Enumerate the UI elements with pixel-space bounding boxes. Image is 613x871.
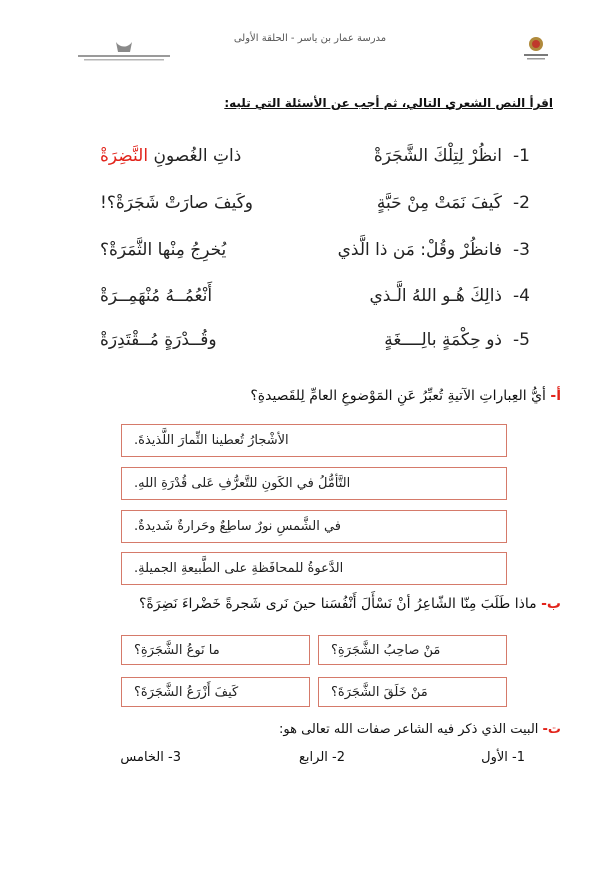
option-text: في الشَّمسِ نورٌ ساطِعٌ وحَرارةٌ شَديدةٌ. <box>134 519 341 534</box>
instruction-text: اقرأ النص الشعري التالي، ثم أجب عن الأسئلة التي تليه: <box>224 96 553 110</box>
verse-second-hemistich: أَنْعُمُــهُ مُنْهَمِــرَةْ <box>100 286 213 306</box>
option-text: كَيفَ أَزْرَعُ الشَّجَرَةَ؟ <box>134 684 239 700</box>
question-letter: ت- <box>542 722 561 737</box>
verse-second-hemistich: يُخرِجُ مِنْها الثَّمَرَةْ؟ <box>100 240 227 260</box>
question-a <box>250 388 561 404</box>
hemistich-text: ذاتِ الغُصونِ <box>148 146 242 166</box>
answer-option[interactable] <box>121 552 507 585</box>
answer-option[interactable] <box>121 510 507 543</box>
question-letter: ب- <box>541 596 561 612</box>
verse-number: 3- <box>513 240 530 260</box>
poem-verse <box>100 330 530 360</box>
option-text: مَنْ خَلَقَ الشَّجَرَةَ؟ <box>331 684 428 700</box>
verse-number: 4- <box>513 286 530 306</box>
answer-option[interactable] <box>318 635 507 665</box>
option-text: مَنْ صاحِبُ الشَّجَرَةِ؟ <box>331 642 441 658</box>
verse-second-hemistich: وكَيفَ صارَتْ شَجَرَةْ؟! <box>100 193 254 213</box>
verse-number: 1- <box>513 146 530 166</box>
option-text: الأشْجارُ تُعطينا الثِّمارَ اللَّذيذةَ. <box>134 433 289 448</box>
school-title: مدرسة عمار بن ياسر - الحلقة الأولى <box>233 33 387 44</box>
school-logo-icon <box>78 40 170 64</box>
poem-verse <box>100 286 530 316</box>
option-text: ما نَوعُ الشَّجَرَةِ؟ <box>134 642 220 658</box>
poem-verse <box>100 193 530 223</box>
choice-first[interactable]: 1- الأول <box>481 750 525 765</box>
question-text: ماذا طَلَبَ مِنّا الشّاعِرُ أنْ نَسْأَلَ أَنْفُسَنا حينَ نَرى شَجرةً خَضْراءَ نَضِرَةً؟ <box>139 596 537 612</box>
verse-number: 2- <box>513 193 530 213</box>
choice-fourth[interactable]: 2- الرابع <box>299 750 345 765</box>
answer-option[interactable] <box>121 424 507 457</box>
verse-number: 5- <box>513 330 530 350</box>
poem-verse <box>100 146 530 176</box>
question-b <box>139 596 561 612</box>
poem-verse <box>100 240 530 270</box>
highlighted-word: النَّضِرَةْ <box>100 146 149 166</box>
verse-first-hemistich: كَيفَ نَمَتْ مِنْ حَبَّةٍ <box>376 193 502 213</box>
verse-first-hemistich: ذالِكَ هُـو اللهُ الَّـذي <box>369 286 502 306</box>
question-text: البيت الذي ذكر فيه الشاعر صفات الله تعالى هو: <box>279 722 539 737</box>
verse-first-hemistich: فانظُرْ وقُلْ: مَن ذا الَّذي <box>337 240 502 260</box>
answer-option[interactable] <box>318 677 507 707</box>
answer-option[interactable] <box>121 635 310 665</box>
verse-second-hemistich <box>100 146 241 166</box>
question-text: أيُّ العِباراتِ الآتيةِ تُعبِّرُ عَنِ المَوْضوعِ العامِّ لِلقَصيدةِ؟ <box>250 388 546 404</box>
choice-fifth[interactable]: 3- الخامس <box>120 750 181 765</box>
verse-first-hemistich: ذو حِكْمَةٍ بالِــــغَةٍ <box>384 330 502 350</box>
question-letter: أ- <box>550 388 561 404</box>
uae-emblem-icon <box>520 34 552 62</box>
verse-second-hemistich: وقُــدْرَةٍ مُــقْتَدِرَةْ <box>100 330 217 350</box>
option-text: التَّأمُّلُ في الكَونِ للتَّعرُّفِ عَلى قُدْرَةِ اللهِ. <box>134 476 351 491</box>
answer-option[interactable] <box>121 467 507 500</box>
verse-first-hemistich: انظُرْ لِتِلْكَ الشَّجَرَةْ <box>373 146 502 166</box>
option-text: الدَّعوةُ للمحافَظةِ على الطَّبيعةِ الجميلةِ. <box>134 561 344 576</box>
question-c <box>279 722 561 737</box>
answer-option[interactable] <box>121 677 310 707</box>
